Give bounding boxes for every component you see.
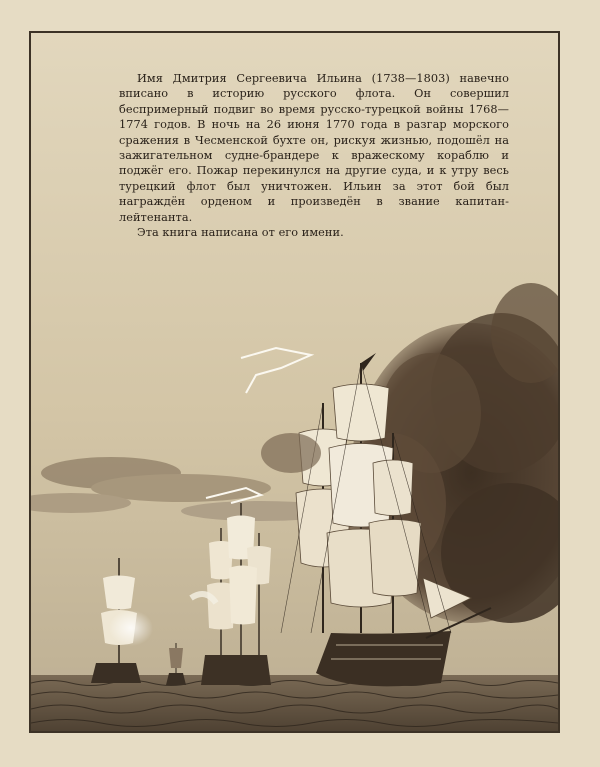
illustration-frame — [29, 31, 560, 733]
intro-paragraph-2: Эта книга написана от его имени. — [137, 226, 344, 240]
intro-text — [119, 71, 509, 240]
intro-paragraph-1: Имя Дмитрия Сергеевича Ильина (1738—1803) навечно вписано в историю русского флота. Он совершил беспримерный подвиг во время русско-турецкой войны 1768—1774 годов. В ночь на 26 июня 1770 года в разгар морского сражения в Чесменской бухте он, рискуя жизнью, подошёл на зажигательном судне-брандере к вражескому кораблю и поджёг его. Пожар перекинулся на другие суда, и к утру весь турецкий флот был уничтожен. Ильин за этот бой был награждён орденом и произведён в звание капитан-лейтенанта. — [119, 72, 509, 224]
